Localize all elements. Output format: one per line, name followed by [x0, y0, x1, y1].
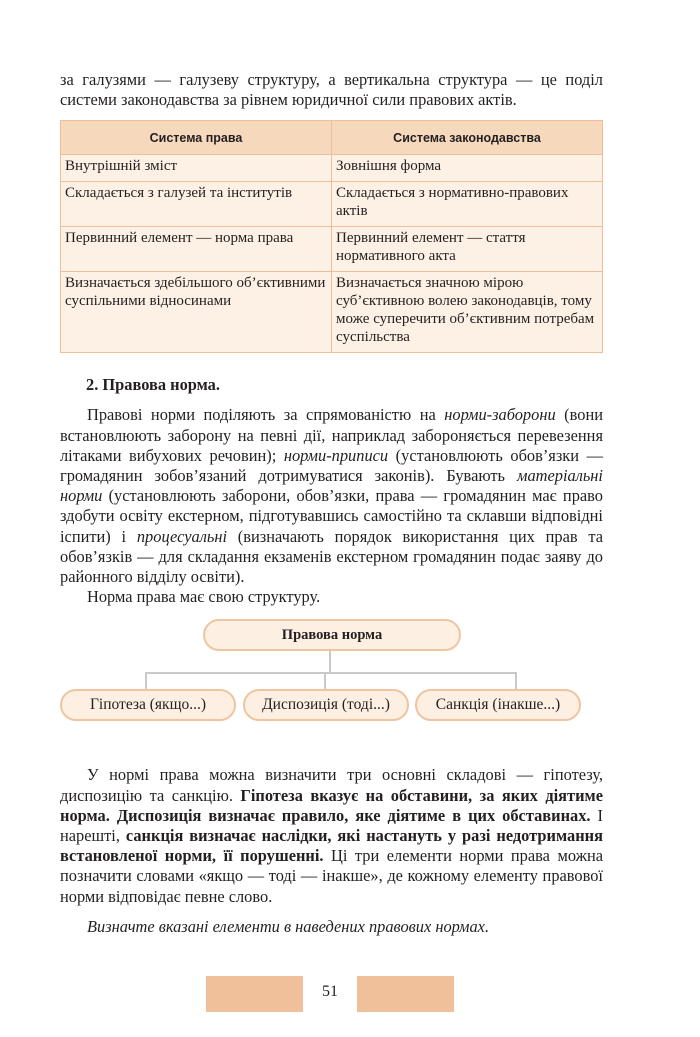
page-footer — [206, 976, 454, 1012]
table-row — [61, 227, 603, 272]
diagram-disposition-box: Диспозиція (тоді...) — [243, 689, 409, 721]
text-span: Правові норми поділяють за спрямованістю на — [87, 405, 445, 425]
table-cell: Внутрішній зміст — [61, 155, 332, 182]
table-cell: Первинний елемент — стаття нормативного акта — [332, 227, 603, 272]
norms-paragraph — [60, 405, 603, 587]
text-span: Ці три елементи норми права можна позначити словами «якщо — тоді — інакше», де кожному елементу правової норми відповідає певне слово. — [60, 846, 603, 906]
diagram-root-box: Правова норма — [203, 619, 461, 651]
task-sentence: Визначте вказані елементи в наведених правових нормах. — [87, 916, 490, 936]
table-row — [61, 272, 603, 353]
table-header-row — [61, 121, 603, 155]
bold-text: санкція визначає наслідки, які настануть у разі недотримання встановленої норми, її порушенні. — [60, 826, 603, 866]
footer-bar-left — [206, 976, 303, 1012]
table-row — [61, 155, 603, 182]
structure-sentence: Норма права має свою структуру. — [87, 587, 321, 607]
connector-line — [145, 672, 516, 674]
text-span: (визначають порядок використання цих прав та обов’язків — для складання екзаменів екстерном громадянин подає заяву до районного відділу освіти). — [60, 526, 604, 587]
text-span: (вони встановлюють заборону на певні дії, наприклад забороняється перевезення літаками вибухових речовин); — [60, 405, 603, 465]
table-row — [61, 182, 603, 227]
table-cell: Складається з галузей та інститутів — [61, 182, 332, 227]
section-title: 2. Правова норма. — [86, 375, 220, 395]
text-span: (установлюють заборони, обов’язки, права — громадянин має право здобути освіту екстерном, підготувавшись самостійно та склавши відповідні іспити) і — [60, 486, 603, 546]
term-prescription: норми-приписи — [283, 445, 389, 465]
page-number: 51 — [322, 983, 338, 1000]
footer-bar-right — [357, 976, 454, 1012]
term-procedural: процесуальні — [136, 526, 228, 546]
header-law-system: Система права — [61, 121, 332, 155]
intro-paragraph: за галузями — галузеву структуру, а вертикальна структура — це поділ системи законодавства за рівнем юридичної сили правових актів. — [60, 70, 603, 110]
page-content — [60, 70, 603, 937]
table-cell: Визначається здебільшого об’єктивними суспільними відносинами — [61, 272, 332, 353]
term-material: матеріальні норми — [60, 466, 603, 506]
text-span: У нормі права можна визначити три основні складові — гіпотезу, диспозицію та санкцію. — [60, 765, 603, 805]
diagram-hypothesis-box: Гіпотеза (якщо...) — [60, 689, 236, 721]
table-cell: Первинний елемент — норма права — [61, 227, 332, 272]
bold-text: Гіпотеза вказує на обставини, за яких діятиме норма. Диспозиція визначає правило, яке діятиме в цих обставинах. — [60, 785, 603, 825]
term-prohibition: норми-заборони — [444, 405, 556, 425]
components-paragraph — [60, 765, 603, 906]
table-cell: Визначається значною мірою суб’єктивною волею законодавців, тому може суперечити об’єктивним потребам суспільства — [332, 272, 603, 353]
text-span: (установлюють обов’язки — громадянин зобов’язаний дотримуватися законів). Бувають — [60, 445, 603, 486]
diagram-sanction-box: Санкція (інакше...) — [415, 689, 581, 721]
table-cell: Складається з нормативно-правових актів — [332, 182, 603, 227]
connector-line — [329, 651, 331, 673]
text-span: І нарешті, — [60, 805, 603, 846]
comparison-table — [60, 120, 603, 353]
header-legislation-system: Система законодавства — [332, 121, 603, 155]
table-cell: Зовнішня форма — [332, 155, 603, 182]
norm-structure-diagram — [60, 619, 603, 751]
